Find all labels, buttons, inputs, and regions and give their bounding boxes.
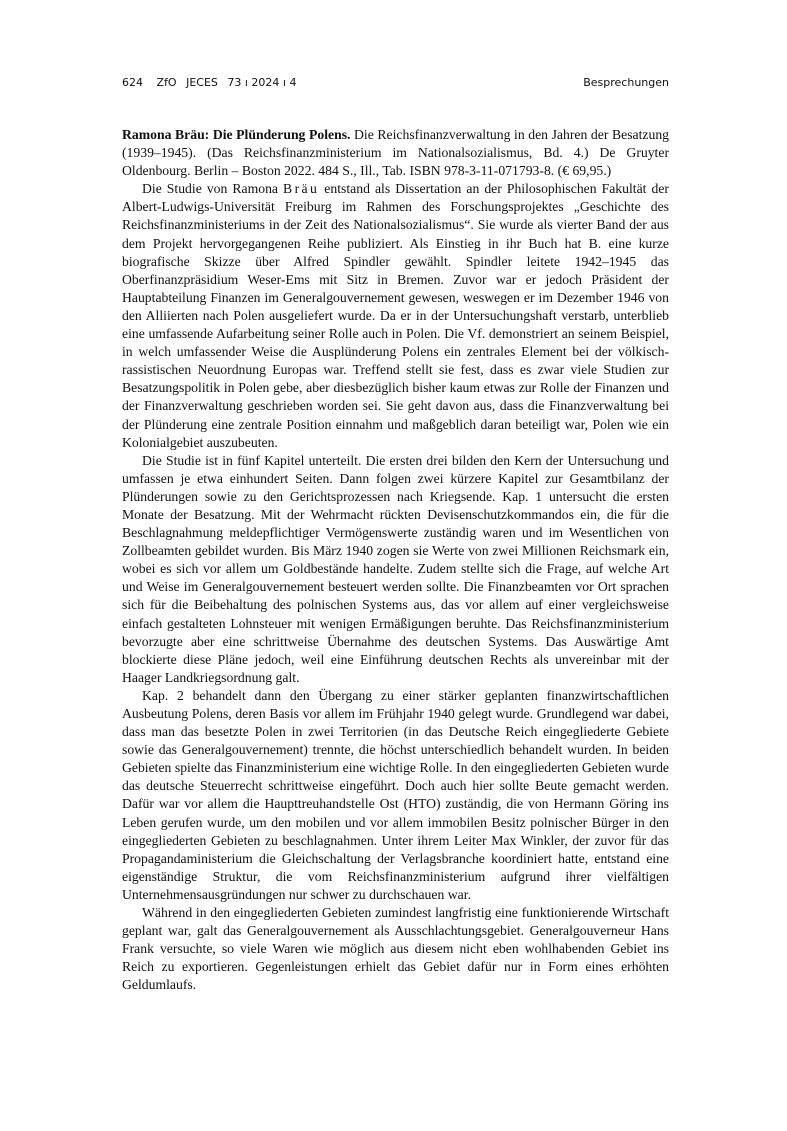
journal-series: JECES <box>186 76 218 89</box>
paragraph-3: Kap. 2 behandelt dann den Übergang zu einer stärker geplanten finanzwirtschaftlichen Ausbeutung Polens, deren Basis vor allem im Frühjahr 1940 gelegt wurde. Grundlegend war dabei, dass man das besetzte Polen in zwei Territorien (in das Deutsche Reich eingegliederte Gebiete sowie das Generalgouvernement) trennte, die höchst unterschiedlich behandelt wurden. In beiden Gebieten spielte das Finanzministerium eine wichtige Rolle. In den eingegliederten Gebieten wurde das deutsche Steuerrecht schrittweise eingeführt. Doch auch hier sollte Beute gemacht werden. Dafür war vor allem die Haupttreuhandstelle Ost (HTO) zuständig, die von Hermann Göring ins Leben gerufen wurde, um den mobilen und vor allem immobilen Besitz polnischer Bürger in den eingegliederten Gebieten zu beschlagnahmen. Unter ihrem Leiter Max Winkler, der zuvor für das Propagandaministerium die Gleichschaltung der Verlagsbranche koordiniert hatte, entstand eine eigenständige Struktur, die vom Reichsfinanzministerium aufgrund ihrer vielfältigen Unternehmensausgründungen nur schwer zu durchschauen war. <box>122 687 669 902</box>
paragraph-1-rest: entstand als Dissertation an der Philosophischen Fakultät der Albert-Ludwigs-Universität Freiburg im Rahmen des Forschungsprojektes „Geschichte des Reichsfinanzministeriums in der Zeit des Nationalsozialismus“. Sie wurde als vierter Band der aus dem Projekt hervorgegangenen Reihe publiziert. Als Einstieg in ihr Buch hat B. eine kurze biografische Skizze über Alfred Spindler gewählt. Spindler leitete 1942–1945 das Oberfinanzpräsidium Weser-Ems mit Sitz in Bremen. Zuvor war er jedoch Präsident der Hauptabteilung Finanzen im Generalgouvernement gewesen, weswegen er im Dezember 1946 von den Alliierten nach Polen ausgeliefert wurde. Da er in der Untersuchungshaft verstarb, unterblieb eine umfassende Aufarbeitung seiner Rolle auch in Polen. Die Vf. demonstriert an seinem Beispiel, in welch umfassender Weise die Ausplünderung Polens ein zentrales Element bei der völkisch-rassistischen Neuordnung Europas war. Treffend stellt sie fest, dass es zwar viele Studien zur Besatzungspolitik in Polen gebe, aber diesbezüglich bisher kaum etwas zur Rolle der Finanzen und der Finanzverwaltung geschrieben worden sei. Sie geht davon aus, dass die Finanzverwaltung bei der Plünderung eine zentrale Position einnahm und maßgeblich daran beteiligt war, Polen wie ein Kolonialgebiet auszubeuten. <box>122 181 669 450</box>
journal-abbreviation: ZfO <box>156 76 177 89</box>
running-header <box>122 76 669 92</box>
paragraph-2: Die Studie ist in fünf Kapitel unterteilt. Die ersten drei bilden den Kern der Untersuchung und umfassen je etwa einhundert Seiten. Dann folgen zwei kürzere Kapitel zur Gesamtbilanz der Plünderungen sowie zu den Gerichtsprozessen nach Kriegsende. Kap. 1 untersucht die ersten Monate der Besatzung. Mit der Wehrmacht rückten Devisenschutzkommandos ein, die für die Beschlagnahmung meldepflichtiger Vermögenswerte zuständig waren und im Wesentlichen von Zollbeamten gebildet wurden. Bis März 1940 zogen sie Werte von zwei Millionen Reichsmark ein, wobei es sich vor allem um Goldbestände handelte. Zudem stellte sich die Frage, auf welche Art und Weise im Generalgouvernement besteuert werden sollte. Die Finanzbeamten vor Ort sprachen sich für die Beibehaltung des polnischen Systems aus, das vor allem auf einer vergleichsweise einfach gestalteten Lohnsteuer mit wenigen Ermäßigungen beruhte. Das Reichsfinanzministerium bevorzugte aber eine schrittweise Übernahme des deutschen Systems. Das Auswärtige Amt blockierte diese Pläne jedoch, weil eine Einführung deutschen Rechts als unvereinbar mit der Haager Landkriegsordnung galt. <box>122 452 669 685</box>
paragraph-1 <box>122 180 669 451</box>
page-number: 624 <box>122 76 143 89</box>
citation-author-title: Ramona Bräu: Die Plünderung Polens. <box>122 127 351 142</box>
header-left <box>122 76 296 89</box>
paragraph-4: Während in den eingegliederten Gebieten zumindest langfristig eine funktionierende Wirtschaft geplant war, galt das Generalgouvernement als Ausschlachtungsgebiet. Generalgouverneur Hans Frank versuchte, so viele Waren wie möglich aus diesem nicht eben wohlhabenden Gebiet ins Reich zu exportieren. Gegenleistungen erhielt das Gebiet dafür nur in Form eines erhöhten Geldumlaufs. <box>122 905 669 993</box>
author-name-spaced: Bräu <box>283 181 320 197</box>
volume-issue: 73 ı 2024 ı 4 <box>227 76 297 89</box>
paragraph-1-start: Die Studie von Ramona <box>142 181 284 197</box>
citation-paragraph <box>122 126 669 180</box>
review-body <box>122 126 669 995</box>
section-title: Besprechungen <box>583 76 669 89</box>
citation-details: Die Reichsfinanzverwaltung in den Jahren der Besatzung (1939–1945). (Das Reichsfinanzministerium im Nationalsozialismus, Bd. 4.) De Gruyter Oldenbourg. Berlin – Boston 2022. 484 S., Ill., Tab. ISBN 978-3-11-071793-8. (€ 69,95.) <box>122 127 670 179</box>
